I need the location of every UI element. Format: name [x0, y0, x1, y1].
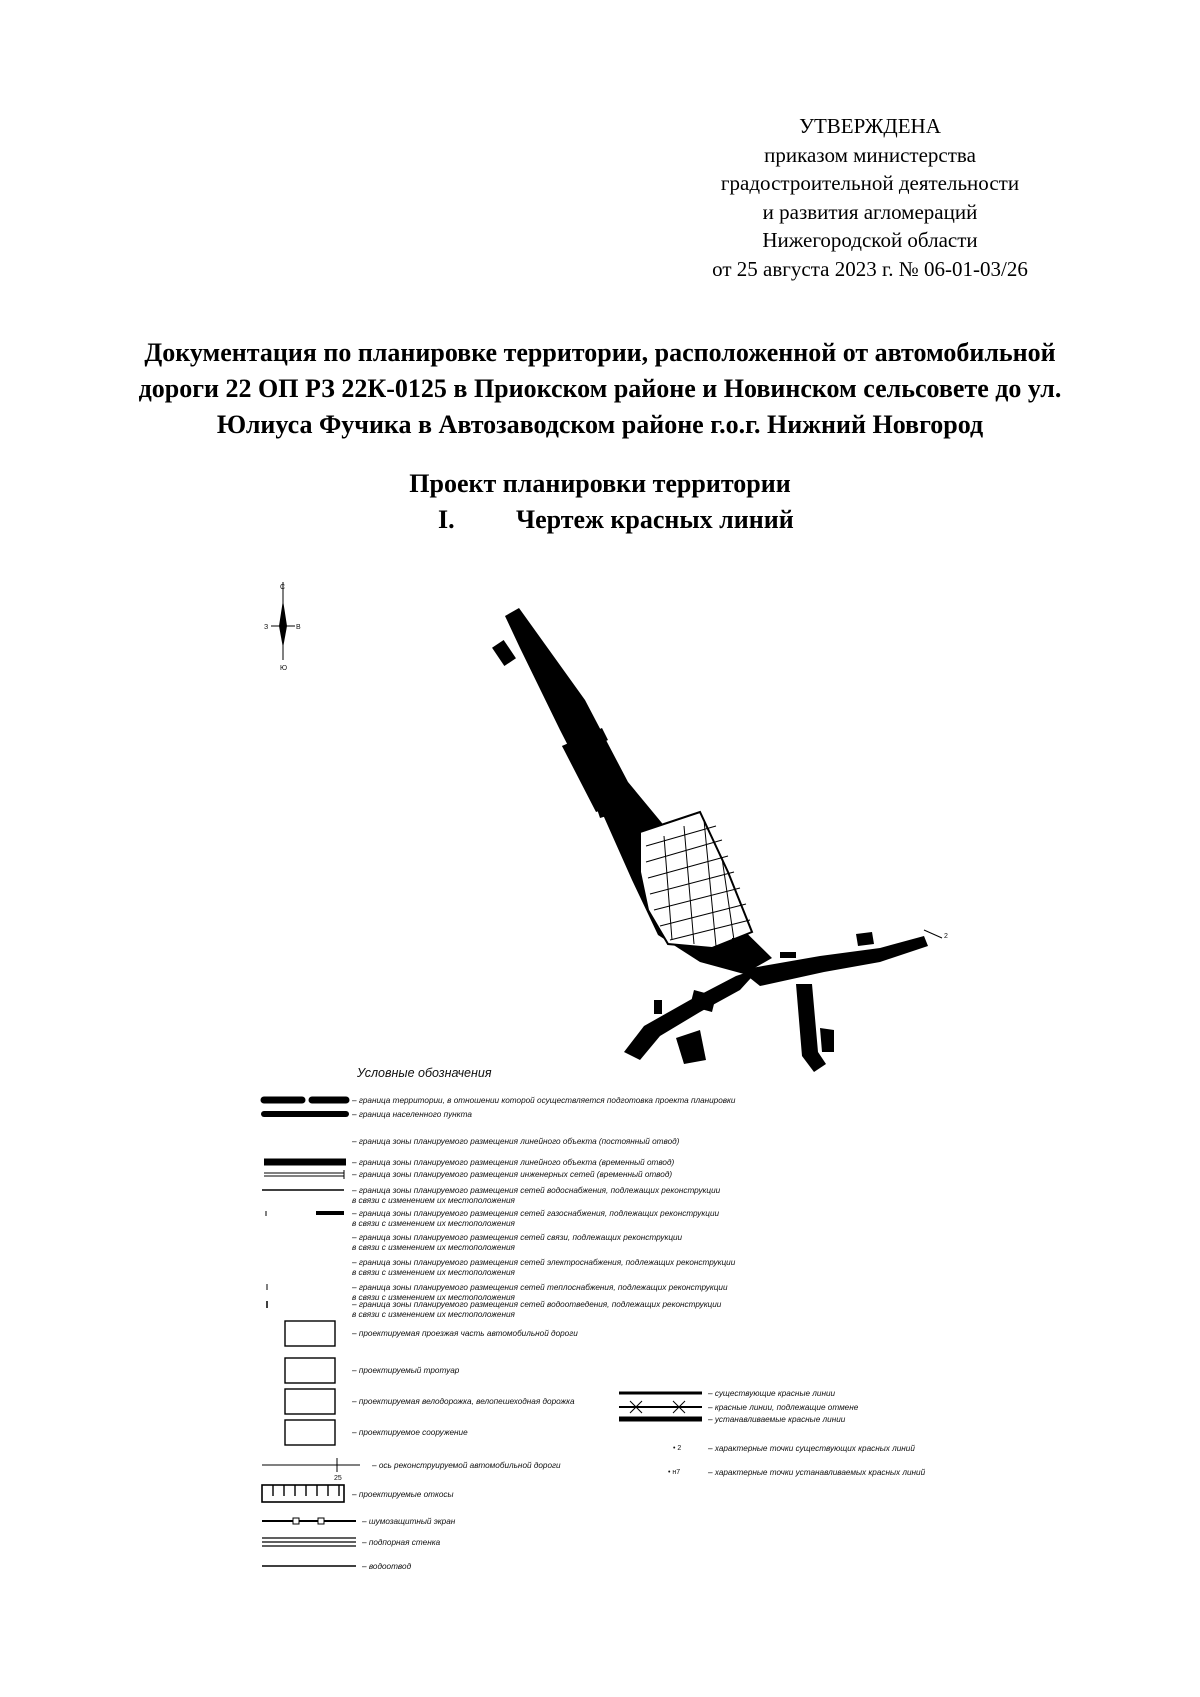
compass-icon — [264, 582, 301, 672]
legend-item — [619, 1415, 846, 1424]
legend-item — [262, 1458, 561, 1482]
svg-text:в связи с изменением их местоп: в связи с изменением их местоположения — [352, 1293, 515, 1302]
legend-item — [351, 1258, 736, 1277]
svg-text:– граница зоны планируемого ра: – граница зоны планируемого размещения линейного объекта (временный отвод) — [352, 1158, 675, 1167]
legend-item — [262, 1186, 721, 1205]
svg-text:– граница населенного пункта: – граница населенного пункта — [352, 1110, 472, 1119]
svg-text:– граница зоны планируемого ра: – граница зоны планируемого размещения сетей водоснабжения, подлежащих реконструкции — [352, 1186, 721, 1195]
compass-north: С — [280, 584, 286, 591]
legend-item — [285, 1358, 460, 1383]
section-name: Чертеж красных линий — [516, 505, 794, 534]
compass-south: Ю — [280, 665, 288, 672]
approval-line: приказом министерства — [764, 142, 976, 167]
compass-west: З — [264, 624, 269, 631]
legend-item — [262, 1485, 454, 1502]
title-line: дороги 22 ОП РЗ 22К-0125 в Приокском районе и Новинском сельсовете до ул. — [138, 374, 1062, 403]
legend-item — [264, 1096, 736, 1105]
svg-text:– существующие красные линии: – существующие красные линии — [708, 1389, 836, 1398]
svg-text:– граница зоны планируемого ра: – граница зоны планируемого размещения линейного объекта (постоянный отвод) — [352, 1137, 680, 1146]
legend-item — [264, 1110, 472, 1119]
legend-item — [264, 1170, 672, 1179]
legend-heading: Условные обозначения — [357, 1066, 492, 1080]
legend-item — [262, 1538, 441, 1547]
road-corridor-map — [492, 608, 948, 1072]
legend-item — [262, 1562, 412, 1571]
approval-line: и развития агломераций — [762, 199, 978, 224]
svg-text:– характерные точки устанавлив: – характерные точки устанавливаемых красных линий — [708, 1468, 926, 1477]
svg-text:– граница зоны планируемого ра: – граница зоны планируемого размещения инженерных сетей (временный отвод) — [352, 1170, 673, 1179]
svg-text:в связи с изменением их местоп: в связи с изменением их местоположения — [352, 1196, 515, 1205]
svg-text:2: 2 — [944, 933, 948, 940]
legend-item — [264, 1158, 675, 1167]
legend-item — [619, 1389, 836, 1398]
legend-item — [267, 1300, 722, 1319]
svg-text:в связи с изменением их местоп: в связи с изменением их местоположения — [352, 1310, 515, 1319]
svg-text:– водоотвод: – водоотвод — [362, 1562, 412, 1571]
svg-text:– шумозащитный экран: – шумозащитный экран — [362, 1517, 456, 1526]
svg-text:– характерные точки существующ: – характерные точки существующих красных линий — [708, 1444, 915, 1453]
legend-item — [351, 1233, 683, 1252]
svg-text:• н7: • н7 — [668, 1469, 681, 1476]
svg-text:в связи с изменением их местоп: в связи с изменением их местоположения — [352, 1243, 515, 1252]
svg-text:– граница зоны планируемого ра: – граница зоны планируемого размещения сетей газоснабжения, подлежащих реконструкции — [352, 1209, 720, 1218]
approval-line: от 25 августа 2023 г. № 06-01-03/26 — [712, 256, 1028, 281]
approval-line: Нижегородской области — [762, 228, 978, 253]
svg-text:– граница зоны планируемого ра: – граница зоны планируемого размещения сетей связи, подлежащих реконструкции — [352, 1233, 683, 1242]
svg-text:– устанавливаемые красные лини: – устанавливаемые красные линии — [708, 1415, 846, 1424]
legend-item — [266, 1209, 720, 1228]
svg-text:– проектируемая проезжая часть: – проектируемая проезжая часть автомобильной дороги — [352, 1329, 578, 1338]
svg-text:– граница зоны планируемого ра: – граница зоны планируемого размещения сетей теплоснабжения, подлежащих реконструкции — [352, 1283, 728, 1292]
legend-item — [285, 1389, 575, 1414]
legend-item — [668, 1468, 926, 1477]
svg-text:– подпорная стенка: – подпорная стенка — [362, 1538, 441, 1547]
svg-text:25: 25 — [334, 1475, 342, 1482]
svg-text:– граница зоны планируемого ра: – граница зоны планируемого размещения сетей водоотведения, подлежащих реконструкции — [352, 1300, 722, 1309]
legend-item — [262, 1517, 456, 1526]
legend-item — [351, 1137, 680, 1146]
legend-item — [673, 1444, 915, 1453]
svg-text:в связи с изменением их местоп: в связи с изменением их местоположения — [352, 1268, 515, 1277]
svg-text:– проектируемое сооружение: – проектируемое сооружение — [352, 1428, 468, 1437]
title-line: Документация по планировке территории, расположенной от автомобильной — [144, 338, 1056, 367]
svg-text:– проектируемая велодорожка, в: – проектируемая велодорожка, велопешеходная дорожка — [352, 1397, 575, 1406]
section-number: I. — [438, 505, 455, 534]
project-subtitle: Проект планировки территории — [409, 469, 791, 498]
legend-item — [285, 1420, 468, 1445]
svg-text:– проектируемые откосы: – проектируемые откосы — [352, 1490, 454, 1499]
legend-item — [285, 1321, 578, 1346]
title-line: Юлиуса Фучика в Автозаводском районе г.о.г. Нижний Новгород — [216, 410, 984, 439]
compass-east: В — [296, 624, 301, 631]
svg-text:– ось реконструируемой автомоб: – ось реконструируемой автомобильной дороги — [372, 1461, 561, 1470]
svg-text:– граница зоны планируемого ра: – граница зоны планируемого размещения сетей электроснабжения, подлежащих реконструкции — [352, 1258, 736, 1267]
svg-text:– красные линии, подлежащие от: – красные линии, подлежащие отмене — [708, 1403, 859, 1412]
legend-item — [619, 1401, 859, 1413]
svg-text:• 2: • 2 — [673, 1445, 682, 1452]
map-legend — [262, 1066, 926, 1571]
svg-text:в связи с изменением их местоп: в связи с изменением их местоположения — [352, 1219, 515, 1228]
svg-text:– граница территории, в отноше: – граница территории, в отношении которой осуществляется подготовка проекта планировки — [352, 1096, 736, 1105]
svg-text:– проектируемый тротуар: – проектируемый тротуар — [352, 1366, 460, 1375]
approval-line: градостроительной деятельности — [720, 171, 1020, 196]
approval-line: УТВЕРЖДЕНА — [799, 114, 941, 138]
